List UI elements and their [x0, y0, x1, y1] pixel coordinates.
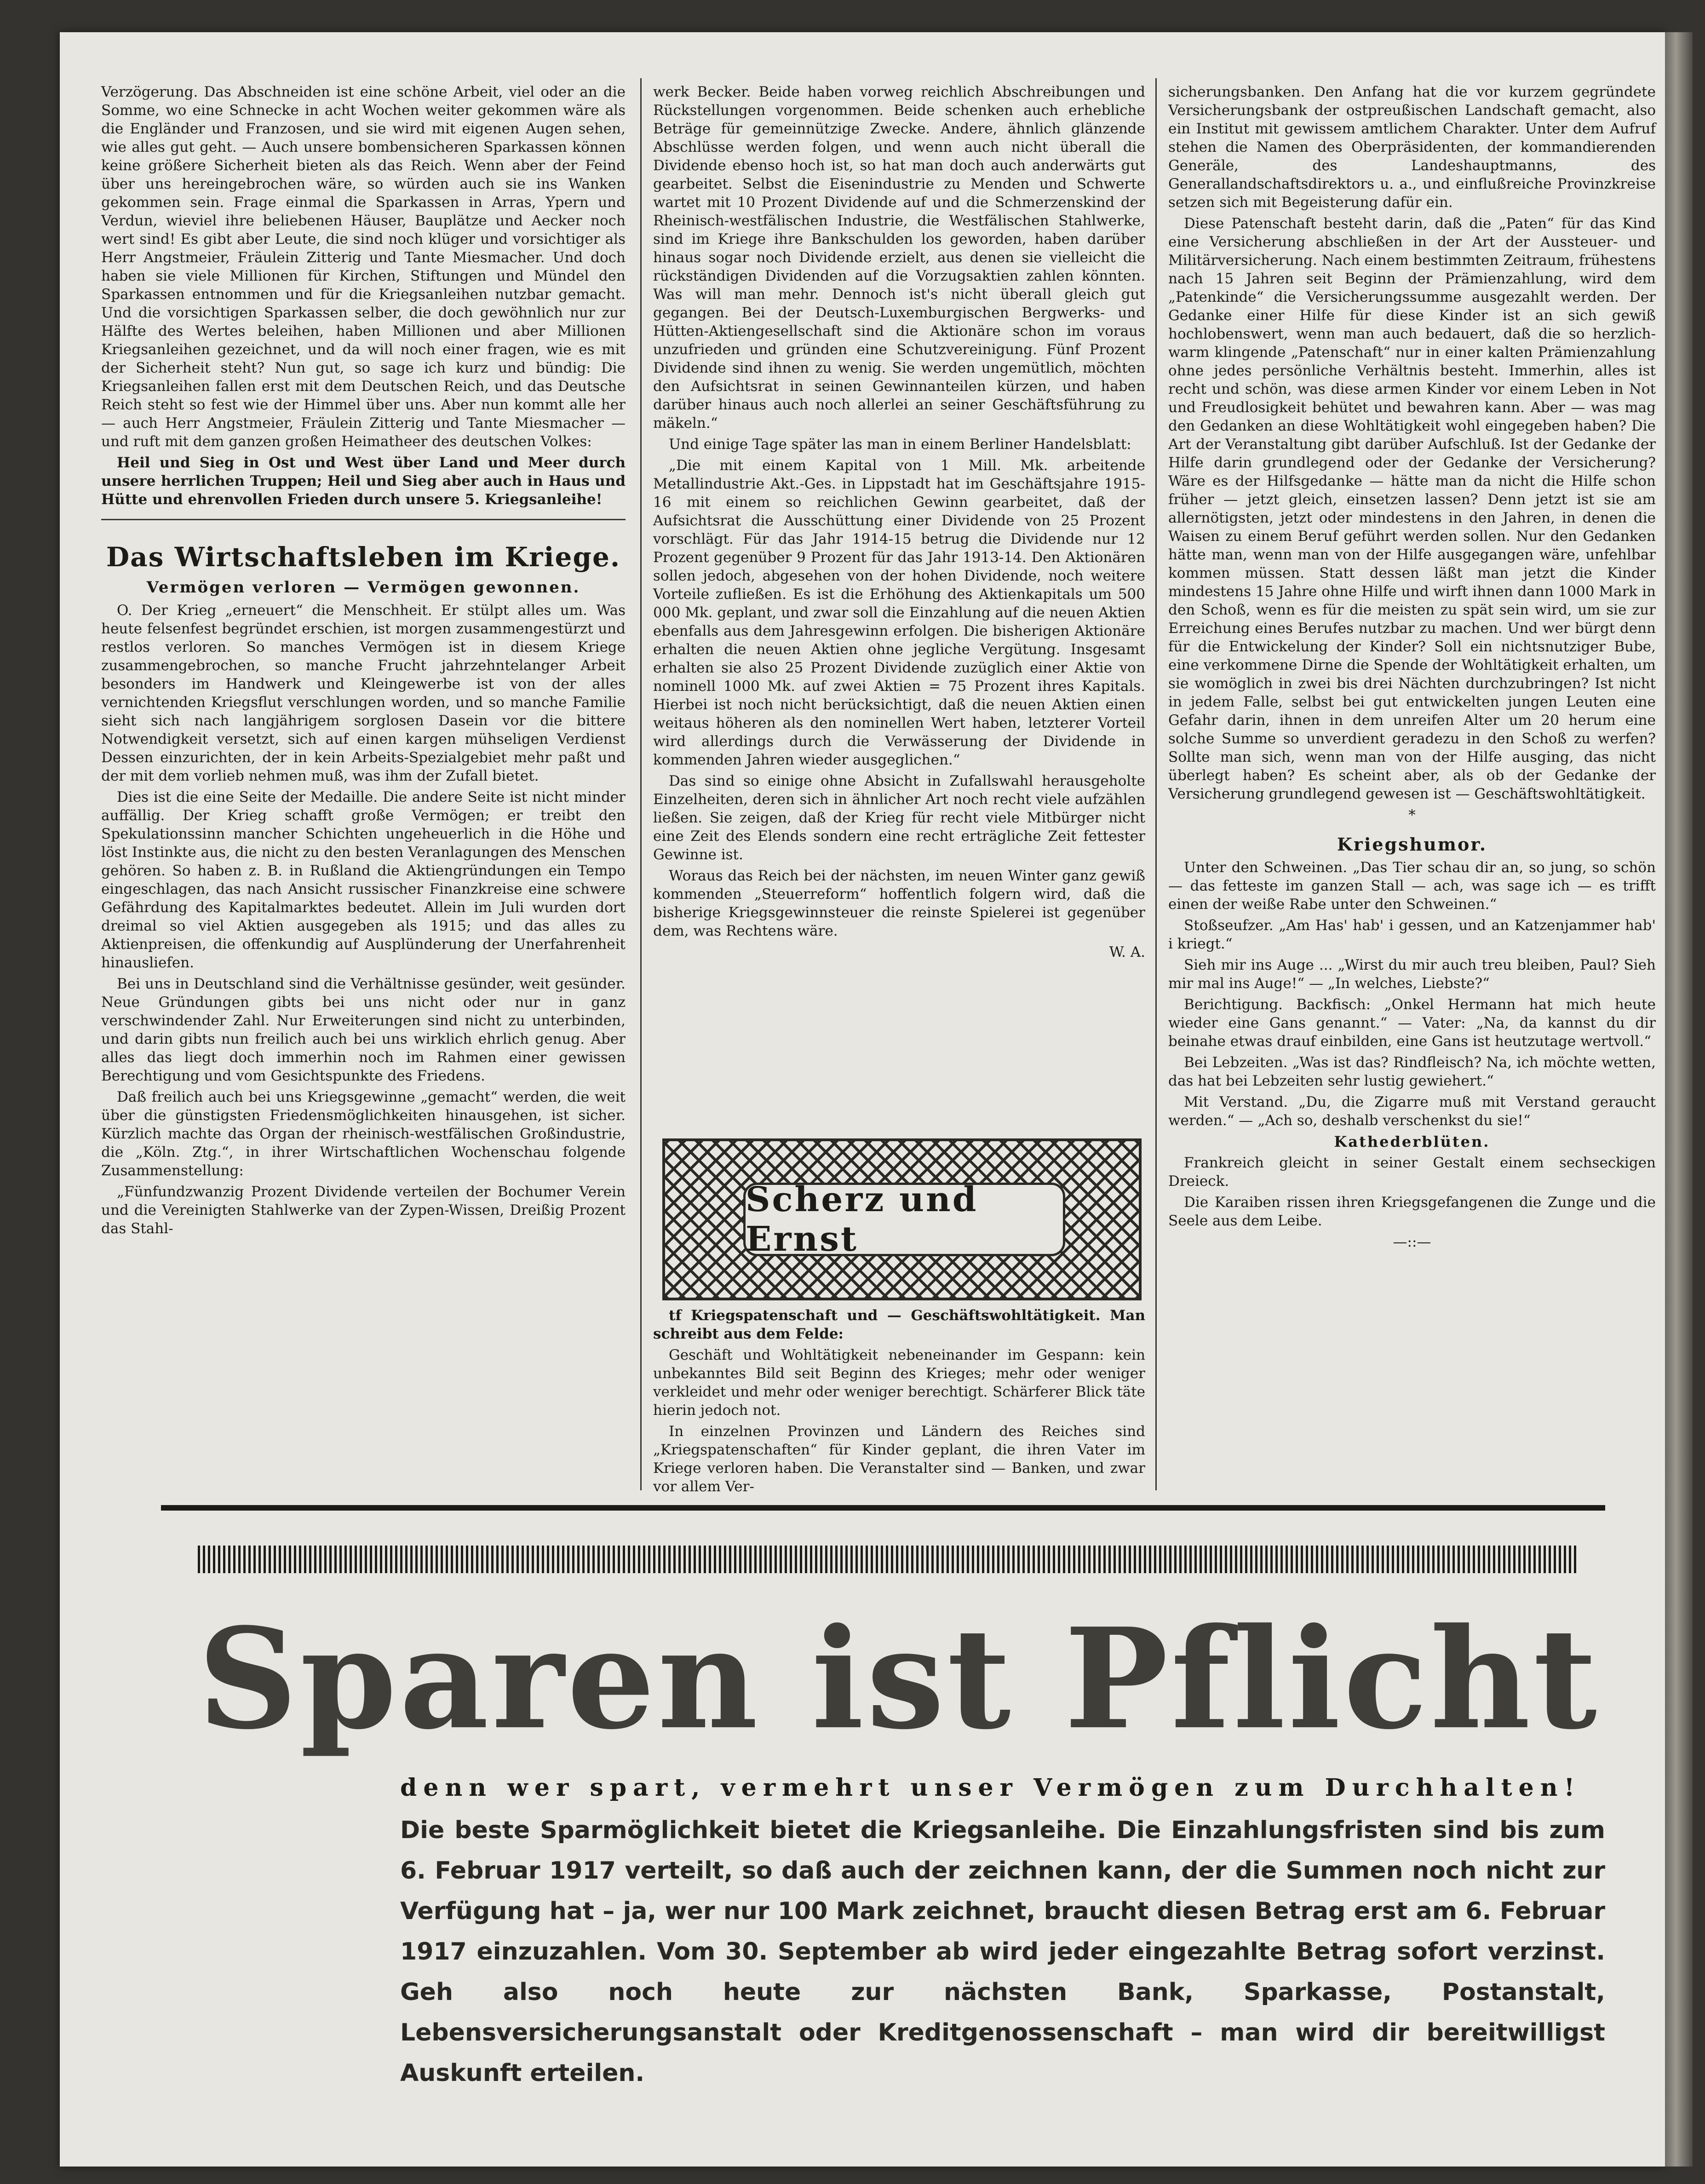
column-2 — [653, 83, 1145, 964]
section-title: Das Wirtschaftsleben im Kriege. — [106, 541, 621, 573]
col1-paragraph-5: Bei uns in Deutschland sind die Verhältnisse gesünder, weit gesünder. Neue Gründungen gibts bei uns nicht oder nur in ganz verschwindender Zahl. Nur Erweiterungen sind nicht zu unterbinden, und darin gibts nun freilich auch bei uns wirklich ehrlich genug. Aber alles das liegt doch immerhin noch im Rahmen einer gewissen Berechtigung und vom Gesichtspunkte des Friedens. — [101, 976, 626, 1084]
signature: W. A. — [1109, 944, 1145, 960]
humor-item: Stoßseufzer. „Am Has' hab' i gessen, und an Katzenjammer hab' i kriegt.“ — [1168, 917, 1656, 952]
col3-paragraph-2: Diese Patenschaft besteht darin, daß die „Paten“ für das Kind eine Versicherung abschließen in der Art der Aussteuer- und Militärversicherung. Nach einem bestimmten Zeitraum, frühestens nach 15 Jahren seit Beginn der Prämienzahlung, wird dem „Patenkinde“ die Versicherungssumme ausgezahlt werden. Der Gedanke einer Hilfe für diese Kinder ist an sich gewiß hochlobenswert, wenn man auch bedauert, daß die so herzlich-warm klingende „Patenschaft“ nur in einer kalten Prämienzahlung ohne jedes persönliche Verhältnis besteht. Immerhin, alles ist recht und schön, was diese armen Kinder vor einem Leben in Not und Freudlosigkeit behütet und bewahren kann. Aber — was mag den Gedanken an diese Wohltätigkeit wohl eingegeben haben? Die Art der Veranstaltung gibt darüber Aufschluß. Ist der Gedanke der Hilfe darin grundlegend oder der Gedanke der Versicherung? Wäre es der Hilfsgedanke — hätte man da nicht die Hilfe schon früher — jetzt gleich, einsetzen lassen? Denn jetzt ist sie am allernötigsten, jetzt oder mindestens in den Jahren, in denen die Waisen zu einem Beruf geführt werden sollen. Nur den Gedanken hätte man, wenn man von der Hilfe ausgegangen wäre, unfehlbar kommen müssen. Statt dessen läßt man jetzt die Kinder mindestens 15 Jahre ohne Hilfe und wirft ihnen dann 1000 Mark in den Schoß, wenn es für die meisten zu spät sein wird, um sie zur Erreichung eines Berufes nutzbar zu machen. Und wer bürgt denn für die Entwickelung der Kinder? Soll ein nichtsnutziger Bube, eine verkommene Dirne die Spende der Wohltätigkeit erhalten, um sie womöglich in zwei bis drei Nächten durchzubringen? Ist nicht in jedem Falle, selbst bei gut entwickelten jungen Leuten eine Gefahr darin, ihnen in dem unreifen Alter um 20 herum eine solche Summe so unverdient geradezu in den Schoß zu werfen? Sollte man sich, wenn man von der Hilfe ausging, das nicht überlegt haben? Es scheint aber, als ob der Gedanke der Versicherung grundlegend gewesen ist — Geschäftswohltätigkeit. — [1168, 215, 1656, 802]
col1-paragraph-6: Daß freilich auch bei uns Kriegsgewinne „gemacht“ werden, die weit über die günstigsten Friedensmöglichkeiten hinausgehen, ist sicher. Kürzlich machte das Organ der rheinisch-westfälischen Großindustrie, die „Köln. Ztg.“, in ihrer Wirtschaftlichen Wochenschau folgende Zusammenstellung: — [101, 1089, 626, 1179]
col2-paragraph-3: „Die mit einem Kapital von 1 Mill. Mk. arbeitende Metallindustrie Akt.-Ges. in Lippstadt hat im Geschäftsjahre 1915-16 mit einem so reichlichen Gewinn gearbeitet, daß der Aufsichtsrat die Ausschüttung einer Dividende von 25 Prozent vorschlägt. Für das Jahr 1914-15 betrug die Dividende nur 12 Prozent gegenüber 9 Prozent für das Jahr 1913-14. Den Aktionären sollen jedoch, abgesehen von der hohen Dividende, noch weitere Vorteile zufließen. Es ist die Erhöhung des Aktienkapitals um 500 000 Mk. geplant, und zwar soll die Einzahlung auf die neuen Aktien ebenfalls aus dem Jahresgewinn erfolgen. Die bisherigen Aktionäre erhalten die neuen Aktien ohne jegliche Vergütung. Insgesamt erhalten sie also 25 Prozent Dividende zuzüglich einer Aktie von nominell 1000 Mk. auf zwei Aktien = 75 Prozent ihres Kapitals. Hierbei ist noch nicht berücksichtigt, daß die neuen Aktien einen weitaus höheren als den nominellen Wert haben, letzterer Vorteil wird allerdings durch die Verwässerung der Dividende in kommenden Jahren wieder ausgeglichen.“ — [653, 457, 1145, 768]
col2-paragraph-1: werk Becker. Beide haben vorweg reichlich Abschreibungen und Rückstellungen vorgenommen. Beide schenken auch erhebliche Beträge für gemeinnützige Zwecke. Andere, ähnlich glänzende Abschlüsse werden folgen, und wenn auch nicht überall die Dividende ebenso hoch ist, so hat man doch auch anderwärts gut gearbeitet. Selbst die Eisenindustrie zu Menden und Schwerte wartet mit 10 Prozent Dividende auf und die Schmerzenskind der Rheinisch-westfälischen Industrie, die Westfälischen Stahlwerke, sind im Kriege ihre Bankschulden los geworden, haben darüber hinaus sogar noch Dividende erzielt, aus denen sie vielleicht die rückständigen Dividenden auf die Vorzugsaktien zahlen könnten. Was will man mehr. Dennoch ist's nicht überall gleich gut gegangen. Bei der Deutsch-Luxemburgischen Bergwerks- und Hütten-Aktiengesellschaft sind die Aktionäre schon im voraus unzufrieden und gründen eine Schutzvereinigung. Fünf Prozent Dividende sind ihnen zu wenig. Sie werden ungemütlich, möchten den Aufsichtsrat in seinen Gewinnanteilen kürzen, und haben darüber hinaus auch noch allerlei an seiner Geschäftsführung zu mäkeln.“ — [653, 84, 1145, 431]
col2-lower-paragraph-2: Geschäft und Wohltätigkeit nebeneinander im Gespann: kein unbekanntes Bild seit Beginn des Krieges; mehr oder weniger verkleidet und mehr oder weniger berechtigt. Schärferer Blick täte hierin jedoch not. — [653, 1347, 1145, 1419]
section-divider — [101, 519, 626, 520]
ad-top-rule — [161, 1505, 1605, 1511]
ornament-frame — [662, 1138, 1142, 1300]
col2-lower-paragraph-1: tf Kriegspatenschaft und — Geschäftswohltätigkeit. Man schreibt aus dem Felde: — [653, 1307, 1145, 1342]
ad-hatched-bar — [198, 1546, 1578, 1573]
humor-title: Kriegshumor. — [1337, 834, 1487, 855]
col1-paragraph-3: O. Der Krieg „erneuert“ die Menschheit. Er stülpt alles um. Was heute felsenfest begründet erschien, ist morgen zusammengestürzt und restlos verloren. So manches Vermögen ist in diesem Kriege zusammengebrochen, so manche Frucht jahrzehntelanger Arbeit besonders im Handwerk und Kleingewerbe ist von der alles vernichtenden Kriegsflut verschlungen worden, und so manche Familie sieht sich nach langjährigem sorglosen Dasein vor die bittere Notwendigkeit versetzt, sich auf einen kargen mühseligen Verdienst Dessen einzurichten, der in kein Arbeits-Spezialgebiet mehr paßt und der mit dem vorlieb nehmen muß, was ihm der Zufall bietet. — [101, 602, 626, 784]
humor-item: Mit Verstand. „Du, die Zigarre muß mit Verstand geraucht werden.“ — „Ach so, deshalb verschenkst du sie!“ — [1168, 1094, 1656, 1129]
ad-headline: Sparen ist Pflicht — [198, 1598, 1600, 1760]
ad-subheadline: denn wer spart, vermehrt unser Vermögen zum Durchhalten! — [400, 1774, 1581, 1802]
humor-item: Bei Lebzeiten. „Was ist das? Rindfleisch? Na, ich möchte wetten, das hat bei Lebzeiten sehr lustig gewiehert.“ — [1168, 1054, 1656, 1089]
katheder-title: Kathederblüten. — [1334, 1133, 1490, 1150]
col2-paragraph-4: Das sind so einige ohne Absicht in Zufallswahl herausgeholte Einzelheiten, deren sich in ähnlicher Art noch recht viele aufzählen ließen. Sie zeigen, daß der Krieg für recht viele Mitbürger nicht eine Zeit des Elends sondern eine recht erträgliche Zeit fettester Gewinne ist. — [653, 773, 1145, 863]
humor-item: Unter den Schweinen. „Das Tier schau dir an, so jung, so schön — das fetteste im ganzen Stall — ach, was sage ich — es trifft einen der weiße Rabe unter den Schweinen.“ — [1168, 859, 1656, 913]
ornament-title: Scherz und Ernst — [743, 1183, 1065, 1256]
col1-paragraph-4: Dies ist die eine Seite der Medaille. Die andere Seite ist nicht minder auffällig. Der Krieg schafft große Vermögen; er treibt den Spekulationssinn mancher Schichten ungeheuerlich in die Höhe und löst Instinkte aus, die nicht zu den besten Veranlagungen des Menschen gehören. So haben z. B. in Rußland die Aktiengründungen ein Tempo eingeschlagen, das nach Ansicht russischer Finanzkreise eine schwere Gefährdung des Kapitalmarktes bedeutet. Allein im Juli wurden dort dreimal so viel Aktien ausgegeben als 1915; und das alles zu Aktienpreisen, die offenkundig auf Ausplünderung der Unerfahrenheit hinausliefen. — [101, 789, 626, 971]
katheder-item: Frankreich gleicht in seiner Gestalt einem sechseckigen Dreieck. — [1168, 1155, 1656, 1190]
column-rule-1 — [640, 78, 642, 1490]
section-subtitle: Vermögen verloren — Vermögen gewonnen. — [146, 578, 580, 597]
page-edge-binding — [1665, 32, 1693, 2167]
column-1 — [101, 83, 626, 1241]
katheder-item: Die Karaiben rissen ihren Kriegsgefangenen die Zunge und die Seele aus dem Leibe. — [1168, 1194, 1656, 1229]
col2-paragraph-2: Und einige Tage später las man in einem Berliner Handelsblatt: — [669, 436, 1131, 453]
col2-paragraph-5: Woraus das Reich bei der nächsten, im neuen Winter ganz gewiß kommenden „Steuerreform“ hoffentlich folgern wird, daß die bisherige Kriegsgewinnsteuer die reinste Spielerei ist gegenüber dem, was Rechtens wäre. — [653, 868, 1145, 939]
column-3 — [1168, 83, 1656, 1251]
col1-paragraph-2: Heil und Sieg in Ost und West über Land und Meer durch unsere herrlichen Truppen; Heil und Sieg aber auch in Haus und Hütte und ehrenvollen Frieden durch unsere 5. Kriegsanleihe! — [101, 454, 626, 508]
col2-lower-paragraph-3: In einzelnen Provinzen und Ländern des Reiches sind „Kriegspatenschaften“ für Kinder geplant, die ihren Vater im Kriege verloren haben. Die Veranstalter sind — Banken, und zwar vor allem Ver- — [653, 1423, 1145, 1495]
column-2-lower — [653, 1306, 1145, 1499]
col1-paragraph-7: „Fünfundzwanzig Prozent Dividende verteilen der Bochumer Verein und die Vereinigten Stahlwerke van der Zypen-Wissen, Dreißig Prozent das Stahl- — [101, 1184, 626, 1237]
asterisk-divider: * — [1408, 807, 1416, 823]
humor-item: Berichtigung. Backfisch: „Onkel Hermann hat mich heute wieder eine Gans genannt.“ — Vater: „Na, da kannst du dir beinahe etwas drauf einbilden, eine Gans ist heutzutage wertvoll.“ — [1168, 996, 1656, 1050]
col3-paragraph-1: sicherungsbanken. Den Anfang hat die vor kurzem gegründete Versicherungsbank der ostpreußischen Landschaft gemacht, also ein Institut mit gewissem amtlichem Charakter. Unter dem Aufruf stehen die Namen des Oberpräsidenten, der kommandierenden Generäle, des Landeshauptmanns, des Generallandschaftsdirektors u. a., und einflußreiche Provinzkreise setzen sich mit Begeisterung dafür ein. — [1168, 84, 1656, 211]
humor-item: Sieh mir ins Auge ... „Wirst du mir auch treu bleiben, Paul? Sieh mir mal ins Auge!“ — „In welches, Liebste?“ — [1168, 957, 1656, 992]
ad-body-text: Die beste Sparmöglichkeit bietet die Kriegsanleihe. Die Einzahlungsfristen sind bis zum 6. Februar 1917 verteilt, so daß auch der zeichnen kann, der die Summen noch nicht zur Verfügung hat – ja, wer nur 100 Mark zeichnet, braucht diesen Betrag erst am 6. Februar 1917 einzuzahlen. Vom 30. September ab wird jeder eingezahlte Betrag sofort verzinst. Geh also noch heute zur nächsten Bank, Sparkasse, Postanstalt, Lebensversicherungsanstalt oder Kreditgenossenschaft – man wird dir bereitwilligst Auskunft erteilen. — [400, 1816, 1605, 2087]
end-mark: —::— — [1393, 1234, 1431, 1250]
column-rule-2 — [1155, 78, 1157, 1490]
col1-paragraph-1: Verzögerung. Das Abschneiden ist eine schöne Arbeit, viel oder an die Somme, wo eine Schnecke in acht Wochen weiter gekommen wäre als die Engländer und Franzosen, und sie wird mit eigenen Augen sehen, wie alles gut geht. — Auch unsere bombensicheren Sparkassen können keine größere Sicherheit bieten als das Reich. Wenn aber der Feind über uns hereingebrochen wäre, so würden auch sie ins Wanken gekommen sein. Frage einmal die Sparkassen in Arras, Ypern und Verdun, wieviel ihre beliebenen Häuser, Bauplätze und Aecker noch wert sind! Es gibt aber Leute, die sind noch klüger und vorsichtiger als Herr Angstmeier, Fräulein Zitterig und Tante Miesmacher. Und doch haben sie viele Millionen für Kirchen, Stiftungen und Mündel den Sparkassen entnommen und für die Kriegsanleihen nutzbar gemacht. Und die vorsichtigen Sparkassen selber, die doch gewöhnlich nur zur Hälfte des Wertes beleihen, haben Millionen und aber Millionen Kriegsanleihen gezeichnet, und da will noch einer fragen, wie es mit der Sicherheit steht? Nun gut, so sage ich kurz und bündig: Die Kriegsanleihen fallen erst mit dem Deutschen Reich, und das Deutsche Reich steht so fest wie der Himmel über uns. Aber nun kommt alle her — auch Herr Angstmeier, Fräulein Zitterig und Tante Miesmacher — und ruft mit dem ganzen großen Heimatheer des deutschen Volkes: — [101, 84, 626, 450]
